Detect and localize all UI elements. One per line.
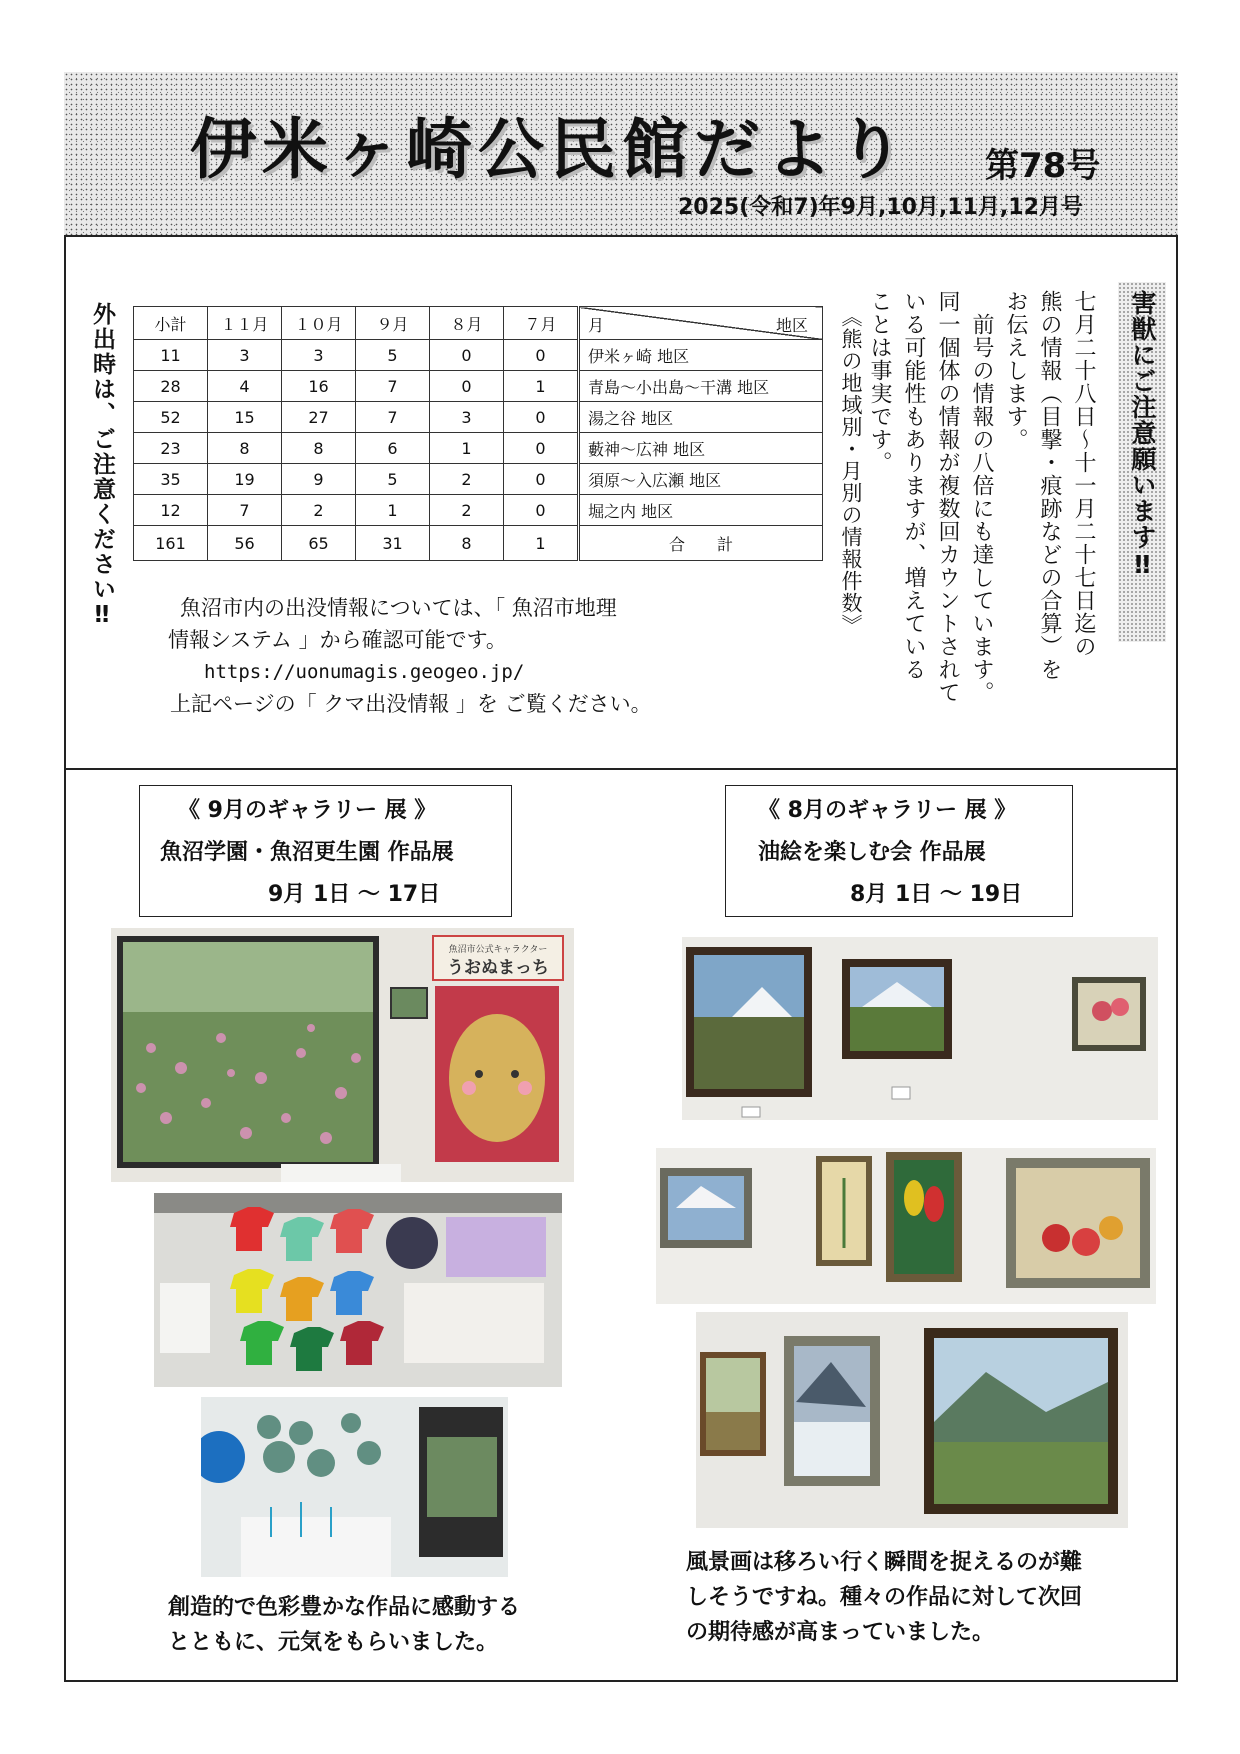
gallery-photo-oil-paintings-3 [696, 1312, 1128, 1528]
info-line: 情報システム 」から確認可能です。 [168, 628, 507, 652]
caption-line: 創造的で色彩豊かな作品に感動する [168, 1595, 521, 1620]
table-row [134, 402, 823, 433]
table-cell: 52 [134, 402, 208, 433]
table-cell: 8 [282, 433, 356, 464]
table-row [134, 495, 823, 526]
header-cell: １１月 [208, 307, 282, 340]
table-cell: 16 [282, 371, 356, 402]
issue-date: 2025(令和7)年9月,10月,11月,12月号 [678, 195, 1083, 220]
aug-gallery-dates: 8月 1日 ～ 19日 [850, 882, 1023, 907]
table-cell: 0 [430, 371, 504, 402]
header-cell: ７月 [504, 307, 579, 340]
table-total-row [134, 526, 823, 561]
circle-art-illustration [201, 1397, 508, 1577]
tshirt-display-illustration [154, 1193, 562, 1387]
gallery-photo-oil-paintings-2 [656, 1148, 1156, 1304]
total-label-cell: 合 計 [579, 526, 823, 561]
table-cell: 11 [134, 340, 208, 371]
table-cell: 0 [504, 464, 579, 495]
table-cell: 23 [134, 433, 208, 464]
table-cell: 0 [430, 340, 504, 371]
sighting-info [168, 592, 652, 720]
bear-notice-line: 前号の情報の八倍にも達しています。 [969, 290, 994, 704]
table-cell: 2 [430, 495, 504, 526]
info-line: 魚沼市内の出没情報については、「 魚沼市地理 [180, 596, 617, 620]
table-cell: 7 [208, 495, 282, 526]
table-caption: 《熊の地域別・月別の情報件数》 [839, 306, 863, 636]
issue-number: 第78号 [985, 146, 1101, 186]
table-cell: 6 [356, 433, 430, 464]
table-row [134, 340, 823, 371]
table-cell: 0 [504, 340, 579, 371]
sept-gallery-box [139, 785, 512, 917]
sept-gallery-heading: 《 9月のギャラリー 展 》 [178, 798, 437, 823]
table-cell: 3 [208, 340, 282, 371]
total-cell: 31 [356, 526, 430, 561]
bear-notice-line: ことは事実です。 [867, 290, 892, 474]
table-header-row [134, 307, 823, 340]
area-cell: 堀之内 地区 [579, 495, 823, 526]
oil-paintings-illustration-1 [682, 937, 1158, 1120]
table-cell: 9 [282, 464, 356, 495]
table-cell: 7 [356, 371, 430, 402]
gallery-photo-circles [201, 1397, 508, 1577]
table-row [134, 433, 823, 464]
header-cell: １０月 [282, 307, 356, 340]
area-cell: 藪神～広神 地区 [579, 433, 823, 464]
sept-gallery-caption [168, 1590, 520, 1660]
bear-notice-line: お伝えします。 [1003, 290, 1028, 451]
gis-url-link[interactable]: https://uonumagis.geogeo.jp/ [204, 661, 525, 683]
table-cell: 7 [356, 402, 430, 433]
table-cell: 27 [282, 402, 356, 433]
table-row [134, 371, 823, 402]
mascot-sign-caption: 魚沼市公式キャラクター [448, 945, 548, 955]
area-cell: 湯之谷 地区 [579, 402, 823, 433]
table-cell: 28 [134, 371, 208, 402]
table-cell: 2 [430, 464, 504, 495]
bear-notice-line: いる可能性もありますが、増えている [901, 290, 926, 681]
bear-notice-body [862, 290, 1100, 750]
bear-notice-line: 熊の情報（目撃・痕跡などの合算）を [1037, 290, 1062, 681]
table-cell: 0 [504, 433, 579, 464]
table-cell: 1 [430, 433, 504, 464]
table-cell: 3 [282, 340, 356, 371]
aug-gallery-name: 油絵を楽しむ会 作品展 [758, 840, 986, 865]
table-cell: 3 [430, 402, 504, 433]
area-cell: 須原～入広瀬 地区 [579, 464, 823, 495]
caption-line: 風景画は移ろい行く瞬間を捉えるのが難 [686, 1550, 1083, 1575]
header-month-area-cell [579, 307, 823, 340]
table-cell: 2 [282, 495, 356, 526]
area-cell: 青島～小出島～干溝 地区 [579, 371, 823, 402]
caption-line: の期待感が高まっていました。 [686, 1620, 995, 1645]
total-cell: 65 [282, 526, 356, 561]
table-cell: 35 [134, 464, 208, 495]
oil-paintings-illustration-2 [656, 1148, 1156, 1304]
total-cell: 1 [504, 526, 579, 561]
header-month-label: 月 [588, 316, 605, 335]
bear-notice-line: 同一個体の情報が複数回カウントされて [935, 290, 960, 704]
header-cell: ９月 [356, 307, 430, 340]
table-cell: 5 [356, 464, 430, 495]
header-area-label: 地区 [775, 316, 808, 335]
outing-warning: 外出時は、ご注意ください‼ [89, 302, 115, 630]
newsletter-title: 伊米ヶ崎公民館だより [190, 110, 910, 188]
oil-paintings-illustration-3 [696, 1312, 1128, 1528]
table-cell: 1 [504, 371, 579, 402]
table-cell: 15 [208, 402, 282, 433]
table-cell: 0 [504, 495, 579, 526]
gallery-photo-tshirts [154, 1193, 562, 1387]
bear-warning-title: 害獣にご注意願います‼ [1118, 282, 1166, 642]
area-cell: 伊米ヶ崎 地区 [579, 340, 823, 371]
gallery-photo-oil-paintings-1 [682, 937, 1158, 1120]
bear-sightings-table [133, 306, 823, 561]
table-cell: 0 [504, 402, 579, 433]
table-cell: 5 [356, 340, 430, 371]
caption-line: しそうですね。種々の作品に対して次回 [686, 1585, 1083, 1610]
aug-gallery-heading: 《 8月のギャラリー 展 》 [758, 798, 1017, 823]
flower-painting-illustration [111, 928, 574, 1182]
sept-gallery-name: 魚沼学園・魚沼更生園 作品展 [160, 840, 454, 865]
total-cell: 161 [134, 526, 208, 561]
total-cell: 8 [430, 526, 504, 561]
section-divider [64, 768, 1178, 770]
aug-gallery-caption [686, 1545, 1082, 1650]
gallery-photo-flower-painting [111, 928, 574, 1182]
caption-line: とともに、元気をもらいました。 [168, 1630, 499, 1655]
info-line: 上記ページの「 クマ出没情報 」を ご覧ください。 [170, 692, 652, 716]
total-cell: 56 [208, 526, 282, 561]
table-cell: 12 [134, 495, 208, 526]
bear-notice-line: 七月二十八日～十一月二十七日迄の [1071, 290, 1096, 658]
table-cell: 1 [356, 495, 430, 526]
mascot-sign-name: うおぬまっち [447, 958, 549, 978]
header-cell: 小計 [134, 307, 208, 340]
header-cell: ８月 [430, 307, 504, 340]
table-cell: 8 [208, 433, 282, 464]
sept-gallery-dates: 9月 1日 ～ 17日 [268, 882, 441, 907]
table-cell: 4 [208, 371, 282, 402]
table-cell: 19 [208, 464, 282, 495]
aug-gallery-box [725, 785, 1073, 917]
table-row [134, 464, 823, 495]
